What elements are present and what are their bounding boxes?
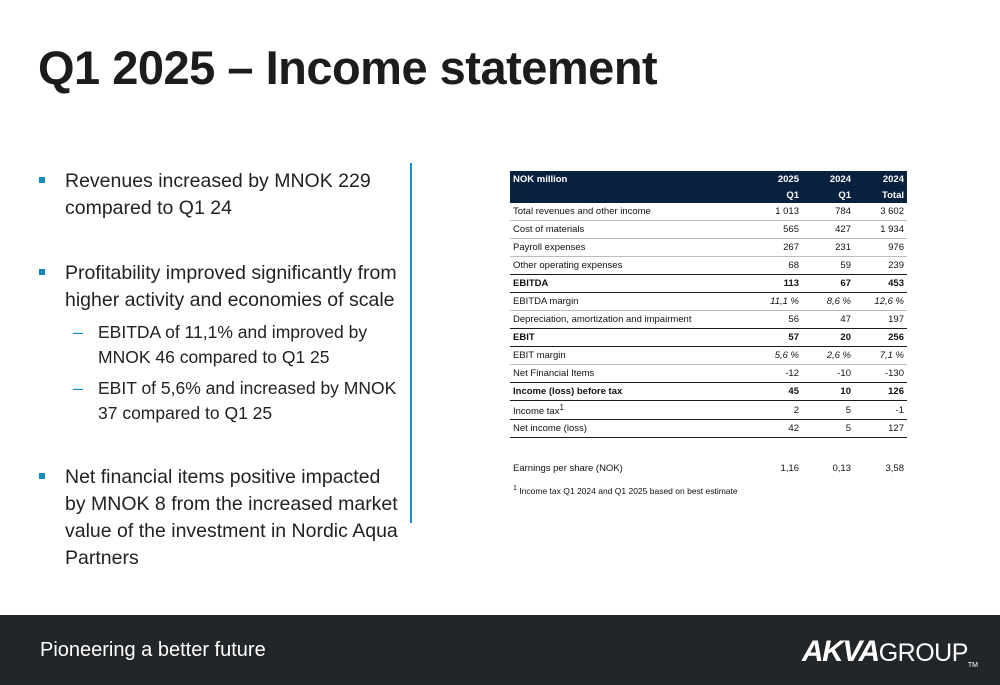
row-value: 45 bbox=[750, 383, 802, 401]
row-value: 1 934 bbox=[854, 221, 907, 239]
row-label: EBITDA bbox=[510, 275, 750, 293]
page-title: Q1 2025 – Income statement bbox=[38, 41, 658, 94]
row-value: 3 602 bbox=[854, 203, 907, 221]
row-value: -1 bbox=[854, 401, 907, 420]
dash-marker: – bbox=[73, 378, 83, 398]
footer-bar bbox=[0, 615, 1000, 685]
table-row bbox=[510, 203, 907, 221]
row-value: 67 bbox=[802, 275, 854, 293]
table-row bbox=[510, 275, 907, 293]
bullet-marker bbox=[39, 177, 45, 183]
bullet-marker bbox=[39, 473, 45, 479]
row-value: 113 bbox=[750, 275, 802, 293]
table-row bbox=[510, 329, 907, 347]
row-value: 57 bbox=[750, 329, 802, 347]
logo-trademark: TM bbox=[967, 662, 978, 669]
row-value: -10 bbox=[802, 365, 854, 383]
row-value: 565 bbox=[750, 221, 802, 239]
row-value: 56 bbox=[750, 311, 802, 329]
row-value: 12,6 % bbox=[854, 293, 907, 311]
header-col-sub: Q1 bbox=[750, 187, 802, 203]
header-col: 2025 bbox=[750, 171, 802, 187]
row-value: 11,1 % bbox=[750, 293, 802, 311]
table-row bbox=[510, 401, 907, 420]
row-label: Earnings per share (NOK) bbox=[513, 463, 623, 475]
row-value: 59 bbox=[802, 257, 854, 275]
header-col: 2024 bbox=[802, 171, 854, 187]
row-value: 784 bbox=[802, 203, 854, 221]
income-statement-table bbox=[510, 171, 907, 477]
row-value: 427 bbox=[802, 221, 854, 239]
footnote-marker: 1 bbox=[513, 484, 517, 492]
table-row bbox=[510, 420, 907, 438]
row-value: 68 bbox=[750, 257, 802, 275]
table-row bbox=[510, 347, 907, 365]
row-label: Depreciation, amortization and impairment bbox=[510, 311, 750, 329]
row-value: 5,6 % bbox=[750, 347, 802, 365]
logo-akva: AKVA bbox=[801, 635, 879, 668]
footnote-text: Income tax Q1 2024 and Q1 2025 based on best estimate bbox=[519, 485, 738, 496]
header-label: NOK million bbox=[510, 171, 750, 187]
row-label: Other operating expenses bbox=[510, 257, 750, 275]
row-value: 976 bbox=[854, 239, 907, 257]
bullet-list bbox=[38, 168, 398, 572]
row-value: 42 bbox=[750, 420, 802, 438]
table-row bbox=[510, 365, 907, 383]
row-label: Cost of materials bbox=[510, 221, 750, 239]
bullet-item bbox=[38, 464, 398, 572]
row-value: -130 bbox=[854, 365, 907, 383]
row-value: 10 bbox=[802, 383, 854, 401]
row-value: 127 bbox=[854, 420, 907, 438]
dash-marker: – bbox=[73, 322, 83, 342]
header-col-sub: Total bbox=[854, 187, 907, 203]
row-label: Income (loss) before tax bbox=[510, 383, 750, 401]
row-label: EBIT margin bbox=[510, 347, 750, 365]
sub-bullet-text: EBITDA of 11,1% and improved by MNOK 46 compared to Q1 25 bbox=[98, 322, 368, 367]
eps-row bbox=[510, 460, 907, 477]
row-value: 5 bbox=[802, 420, 854, 438]
header-col-sub: Q1 bbox=[802, 187, 854, 203]
row-value: 2,6 % bbox=[802, 347, 854, 365]
footer-tagline: Pioneering a better future bbox=[40, 639, 266, 661]
logo-group: GROUP bbox=[878, 639, 968, 667]
bullet-text: Revenues increased by MNOK 229 compared to Q1 24 bbox=[65, 170, 371, 219]
row-value: 7,1 % bbox=[854, 347, 907, 365]
sub-bullet-item bbox=[65, 320, 398, 370]
table-row bbox=[510, 383, 907, 401]
row-value: 126 bbox=[854, 383, 907, 401]
row-value: -12 bbox=[750, 365, 802, 383]
row-value: 453 bbox=[854, 275, 907, 293]
bullet-marker bbox=[39, 269, 45, 275]
row-label: Income tax$^1$ bbox=[510, 401, 750, 420]
table-header bbox=[510, 171, 907, 203]
table-body bbox=[510, 203, 907, 477]
row-value: 197 bbox=[854, 311, 907, 329]
row-label: Payroll expenses bbox=[510, 239, 750, 257]
row-label: Net Financial Items bbox=[510, 365, 750, 383]
table-row bbox=[510, 257, 907, 275]
bullet-text: Profitability improved significantly from higher activity and economies of scale bbox=[65, 262, 397, 311]
row-value: 3,58 bbox=[885, 463, 904, 475]
row-label: Total revenues and other income bbox=[510, 203, 750, 221]
row-value: 8,6 % bbox=[802, 293, 854, 311]
table-row bbox=[510, 239, 907, 257]
row-value: 47 bbox=[802, 311, 854, 329]
bullet-text: Net financial items positive impacted by MNOK 8 from the increased market value of the investment in Nordic Aqua Partners bbox=[65, 466, 398, 569]
row-value: 1 013 bbox=[750, 203, 802, 221]
footnote bbox=[513, 484, 738, 496]
row-label: Net income (loss) bbox=[510, 420, 750, 438]
row-value: 267 bbox=[750, 239, 802, 257]
table-row bbox=[510, 311, 907, 329]
row-value: 256 bbox=[854, 329, 907, 347]
bullet-item bbox=[38, 168, 398, 222]
akva-group-logo bbox=[801, 635, 978, 669]
spacer-row bbox=[510, 438, 907, 461]
row-label: EBIT bbox=[510, 329, 750, 347]
row-value: 231 bbox=[802, 239, 854, 257]
vertical-divider bbox=[410, 163, 412, 523]
sub-bullet-text: EBIT of 5,6% and increased by MNOK 37 compared to Q1 25 bbox=[98, 378, 397, 423]
row-value: 239 bbox=[854, 257, 907, 275]
bullet-item bbox=[38, 260, 398, 314]
sub-bullet-item bbox=[65, 376, 398, 426]
row-value: 20 bbox=[802, 329, 854, 347]
table-row bbox=[510, 221, 907, 239]
row-value: 2 bbox=[750, 401, 802, 420]
row-value: 1,16 bbox=[780, 463, 799, 475]
table-row bbox=[510, 293, 907, 311]
header-col: 2024 bbox=[854, 171, 907, 187]
row-value: 5 bbox=[802, 401, 854, 420]
row-label: EBITDA margin bbox=[510, 293, 750, 311]
footnote-ref: 1 bbox=[559, 403, 564, 412]
row-value: 0,13 bbox=[832, 463, 851, 475]
